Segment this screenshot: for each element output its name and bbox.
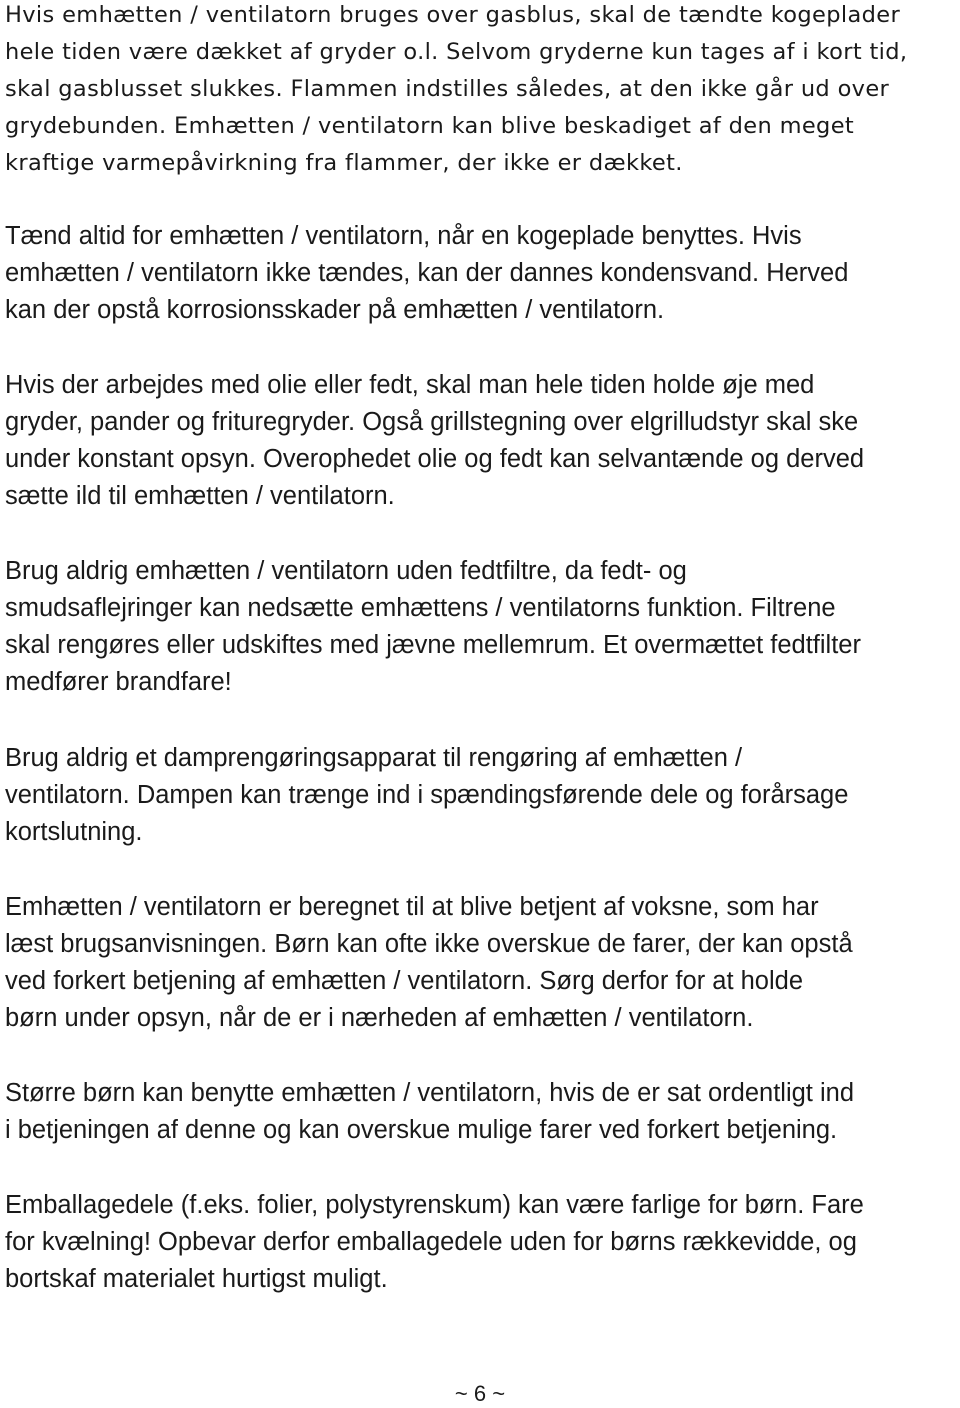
text-line: grydebunden. Emhætten / ventilatorn kan blive beskadiget af den meget <box>5 113 855 139</box>
paragraph-steam-cleaner <box>5 740 955 851</box>
text-line: i betjeningen af denne og kan overskue mulige farer ved forkert betjening. <box>5 1116 838 1144</box>
text-line: ved forkert betjening af emhætten / ventilatorn. Sørg derfor for at holde <box>5 967 804 995</box>
text-line: kraftige varmepåvirkning fra flammer, der ikke er dækket. <box>5 150 683 176</box>
text-line: Hvis emhætten / ventilatorn bruges over gasblus, skal de tændte kogeplader <box>5 2 901 28</box>
text-line: skal gasblusset slukkes. Flammen indstilles således, at den ikke går ud over <box>5 76 890 102</box>
text-line: medfører brandfare! <box>5 668 232 696</box>
paragraph-adult-use <box>5 889 955 1037</box>
paragraph-grease-filters <box>5 553 955 701</box>
text-line: smudsaflejringer kan nedsætte emhættens / ventilatorns funktion. Filtrene <box>5 594 836 622</box>
text-line: hele tiden være dækket af gryder o.l. Selvom gryderne kun tages af i kort tid, <box>5 39 908 65</box>
text-line: Emballagedele (f.eks. folier, polystyrenskum) kan være farlige for børn. Fare <box>5 1191 864 1219</box>
text-line: for kvælning! Opbevar derfor emballagedele uden for børns rækkevidde, og <box>5 1228 857 1256</box>
text-line: emhætten / ventilatorn ikke tændes, kan der dannes kondensvand. Herved <box>5 259 849 287</box>
text-line: kortslutning. <box>5 818 143 846</box>
text-line: Hvis der arbejdes med olie eller fedt, skal man hele tiden holde øje med <box>5 371 815 399</box>
paragraph-packaging <box>5 1187 955 1298</box>
text-line: gryder, pander og frituregryder. Også grillstegning over elgrilludstyr skal ske <box>5 408 859 436</box>
text-line: sætte ild til emhætten / ventilatorn. <box>5 482 395 510</box>
text-line: kan der opstå korrosionsskader på emhætten / ventilatorn. <box>5 296 665 324</box>
text-line: bortskaf materialet hurtigst muligt. <box>5 1265 388 1293</box>
text-line: skal rengøres eller udskiftes med jævne mellemrum. Et overmættet fedtfilter <box>5 631 861 659</box>
paragraph-oil-and-fat <box>5 367 955 515</box>
paragraph-gas-burners <box>5 0 955 182</box>
text-line: Brug aldrig emhætten / ventilatorn uden fedtfiltre, da fedt- og <box>5 557 687 585</box>
text-line: børn under opsyn, når de er i nærheden af emhætten / ventilatorn. <box>5 1004 754 1032</box>
text-line: Emhætten / ventilatorn er beregnet til at blive betjent af voksne, som har <box>5 893 819 921</box>
text-line: læst brugsanvisningen. Børn kan ofte ikke overskue de farer, der kan opstå <box>5 930 853 958</box>
text-line: under konstant opsyn. Overophedet olie og fedt kan selvantænde og derved <box>5 445 865 473</box>
paragraph-older-children <box>5 1075 955 1149</box>
page-number: ~ 6 ~ <box>454 1381 506 1406</box>
text-line: ventilatorn. Dampen kan trænge ind i spændingsførende dele og forårsage <box>5 781 849 809</box>
text-line: Tænd altid for emhætten / ventilatorn, når en kogeplade benyttes. Hvis <box>5 222 802 250</box>
text-line: Større børn kan benytte emhætten / ventilatorn, hvis de er sat ordentligt ind <box>5 1079 855 1107</box>
paragraph-switch-on-hood <box>5 218 955 329</box>
text-line: Brug aldrig et damprengøringsapparat til rengøring af emhætten / <box>5 744 743 772</box>
